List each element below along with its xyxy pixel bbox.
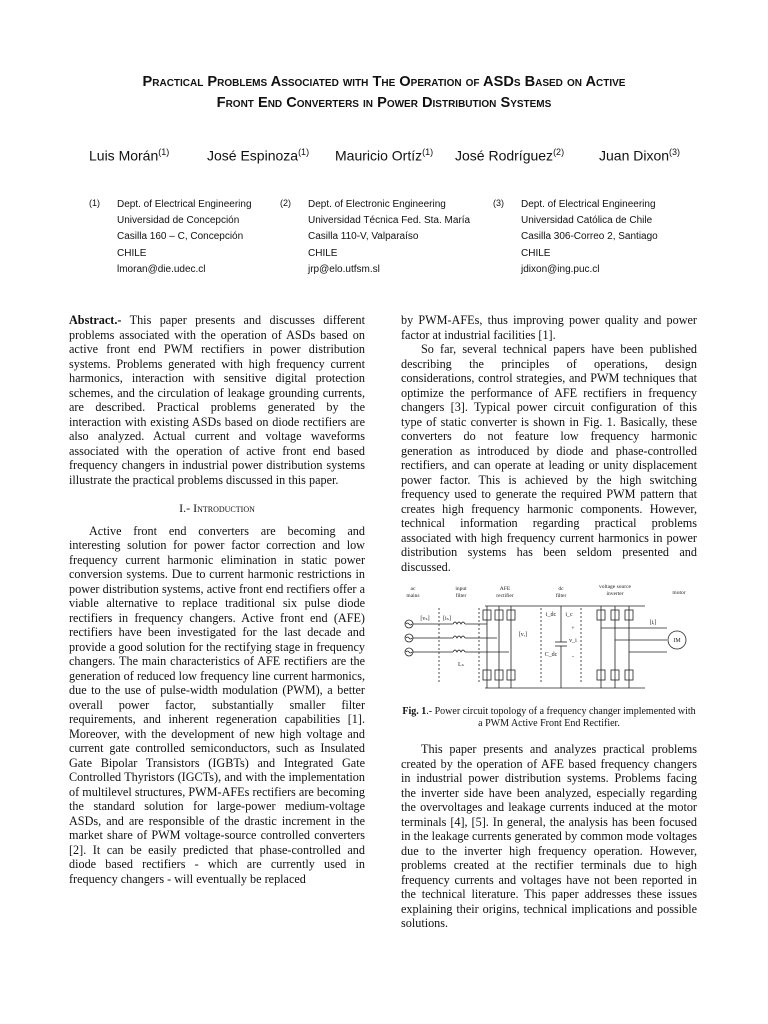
label-minus: - xyxy=(572,654,574,660)
email-link[interactable]: lmoran@die.udec.cl xyxy=(117,263,206,275)
label-is: [iₛ] xyxy=(443,616,451,622)
label-inverter: inverter xyxy=(606,591,624,597)
label-vs: [vₛ] xyxy=(420,616,430,622)
section-heading-introduction: I.- Introduction xyxy=(179,501,255,515)
label-dc: dc xyxy=(558,586,564,592)
paper-title xyxy=(40,72,728,114)
label-idc: i_dc xyxy=(545,612,557,618)
email-link[interactable]: jrp@elo.utfsm.sl xyxy=(308,263,380,275)
intro-paragraph: Active front end converters are becoming and interesting solution for power factor correction and low frequency current harmonic elimination in static power conversion systems. Due to current harmonic restrictions in power distribution systems, active front end rectifiers offer a viable alternative to replace traditional six pulse diode rectifiers in frequency changers. Active front end (AFE) rectifiers have been investigated for the last decade and provide a good solution for the rectifying stage in frequency changers. The main characteristics of AFE rectifiers are the generation of reduced low frequency line current harmonics, due to the use of pulse-width modulation (PWM), a better overall power factor, substantially smaller filter requirements, and inherent regeneration capabilities [1]. Moreover, with the development of new high voltage and current gate controlled semiconductors, such as Insulated Gate Bipolar Transistors (IGBTs) and Integrated Gate Controlled Thyristors (IGCTs), and with the implementation of multilevel structures, PWM-AFEs rectifiers are becoming the standard solution for large-power medium-voltage ASDs, and are responsible of the drastic increment in the market share of PWM voltage-source controlled converters [2]. It can be easily predicted that phase-controlled and diode based rectifiers - which are currently used in frequency changers - will eventually be replaced xyxy=(69,523,365,886)
label-input: input xyxy=(455,586,467,592)
label-plus: + xyxy=(571,626,575,632)
label-dc-filter: filter xyxy=(555,593,567,599)
label-cdc: C_dc xyxy=(544,652,558,658)
figure-1-caption xyxy=(401,706,697,730)
label-input-filter: filter xyxy=(455,593,467,599)
left-column xyxy=(69,313,365,886)
affiliation-3: (3) Dept. of Electrical Engineering Universidad Católica de Chile Casilla 306-Correo 2, Santiago CHILE jdixon@ing.puc.cl xyxy=(521,197,658,278)
label-motor: motor xyxy=(672,590,686,596)
label-vr: [vᵣ] xyxy=(518,632,528,638)
title-line-1: Practical Problems Associated with The Operation of ASDs Based on Active xyxy=(142,74,626,90)
caption-text: .- Power circuit topology of a frequency changer implemented with a PWM Active Front End Rectifier. xyxy=(426,706,696,729)
author-1: Luis Morán$^{(1)}$ xyxy=(89,147,170,164)
label-voltage-source: voltage source xyxy=(599,584,631,590)
title-line-2: Front End Converters in Power Distribution Systems xyxy=(216,95,552,111)
label-im: IM xyxy=(673,638,681,644)
label-ac: ac xyxy=(410,586,416,592)
right-column xyxy=(401,313,697,931)
author-5: Juan Dixon$^{(3)}$ xyxy=(599,147,681,164)
figure-1 xyxy=(401,584,697,702)
label-ls: Lₛ xyxy=(458,662,464,668)
abstract xyxy=(69,313,365,487)
label-afe: AFE xyxy=(499,586,511,592)
label-mains: mains xyxy=(406,593,420,599)
affiliation-2: (2) Dept. of Electronic Engineering Universidad Técnica Fed. Sta. María Casilla 110-V, Valparaíso CHILE jrp@elo.utfsm.sl xyxy=(308,197,470,278)
paragraph-continued: by PWM-AFEs, thus improving power quality and power factor at industrial facilities [1]. xyxy=(401,313,697,342)
email-link[interactable]: jdixon@ing.puc.cl xyxy=(521,263,600,275)
paragraph-related-work: So far, several technical papers have been published describing the principles of operations, design considerations, control strategies, and PWM techniques that optimize the performance of AFE rectifiers in frequency changers [3]. Typical power circuit configuration of this type of static converter is shown in Fig. 1. Basically, these converters do not feature low frequency harmonic generation as introduced by diode and phase-controlled rectifiers, and can operate at leading or unity displacement power factor. This is achieved by the high switching frequency used to generate the required PWM pattern that creates high frequency harmonic components. However, technical information regarding practical problems associated with high frequency current harmonics in power distribution systems has been seldom presented and discussed. xyxy=(401,342,697,574)
abstract-text: This paper presents and discusses different problems associated with the operation of ASDs based on active front end PWM rectifiers in power distribution systems. Problems generated with high frequency current harmonics, interaction with sensitive digital protection schemes, and the circulation of leakage grounding currents, are described. Practical problems generated by the interaction with existing ASDs based on diode rectifiers are also analyzed. Actual current and voltage waveforms associated with the operation of active front end based frequency changers in industrial power distribution systems illustrate the practical problems discussed in this paper. xyxy=(69,313,365,487)
author-2: José Espinoza$^{(1)}$ xyxy=(207,147,310,164)
label-ic: i_c xyxy=(565,612,573,618)
author-4: José Rodríguez$^{(2)}$ xyxy=(455,147,565,164)
affiliation-1: (1) Dept. of Electrical Engineering Universidad de Concepción Casilla 160 – C, Concepción CHILE lmoran@die.udec.cl xyxy=(117,197,252,278)
caption-label: Fig. 1 xyxy=(402,706,427,717)
abstract-label: Abstract.- xyxy=(69,313,122,327)
circuit-diagram xyxy=(401,584,697,702)
label-ii: [iᵢ] xyxy=(649,620,657,626)
label-rectifier: rectifier xyxy=(496,593,514,599)
paragraph-contribution: This paper presents and analyzes practical problems created by the operation of AFE based frequency changers in industrial power distribution systems. Problems facing the inverter side have been analyzed, especially regarding the overvoltages and leakage currents induced at the motor terminals [4], [5]. In general, the analysis has been focused in the leakage currents generated by common mode voltages due to the inverter high frequency operation. However, problems created at the rectifier terminals due to high frequency currents and voltages have not been reported in the technical literature. This paper addresses these issues explaining their origins, technical implications and possible solutions. xyxy=(401,742,697,930)
author-3: Mauricio Ortíz$^{(1)}$ xyxy=(335,147,434,164)
label-vi: v_i xyxy=(569,638,577,644)
